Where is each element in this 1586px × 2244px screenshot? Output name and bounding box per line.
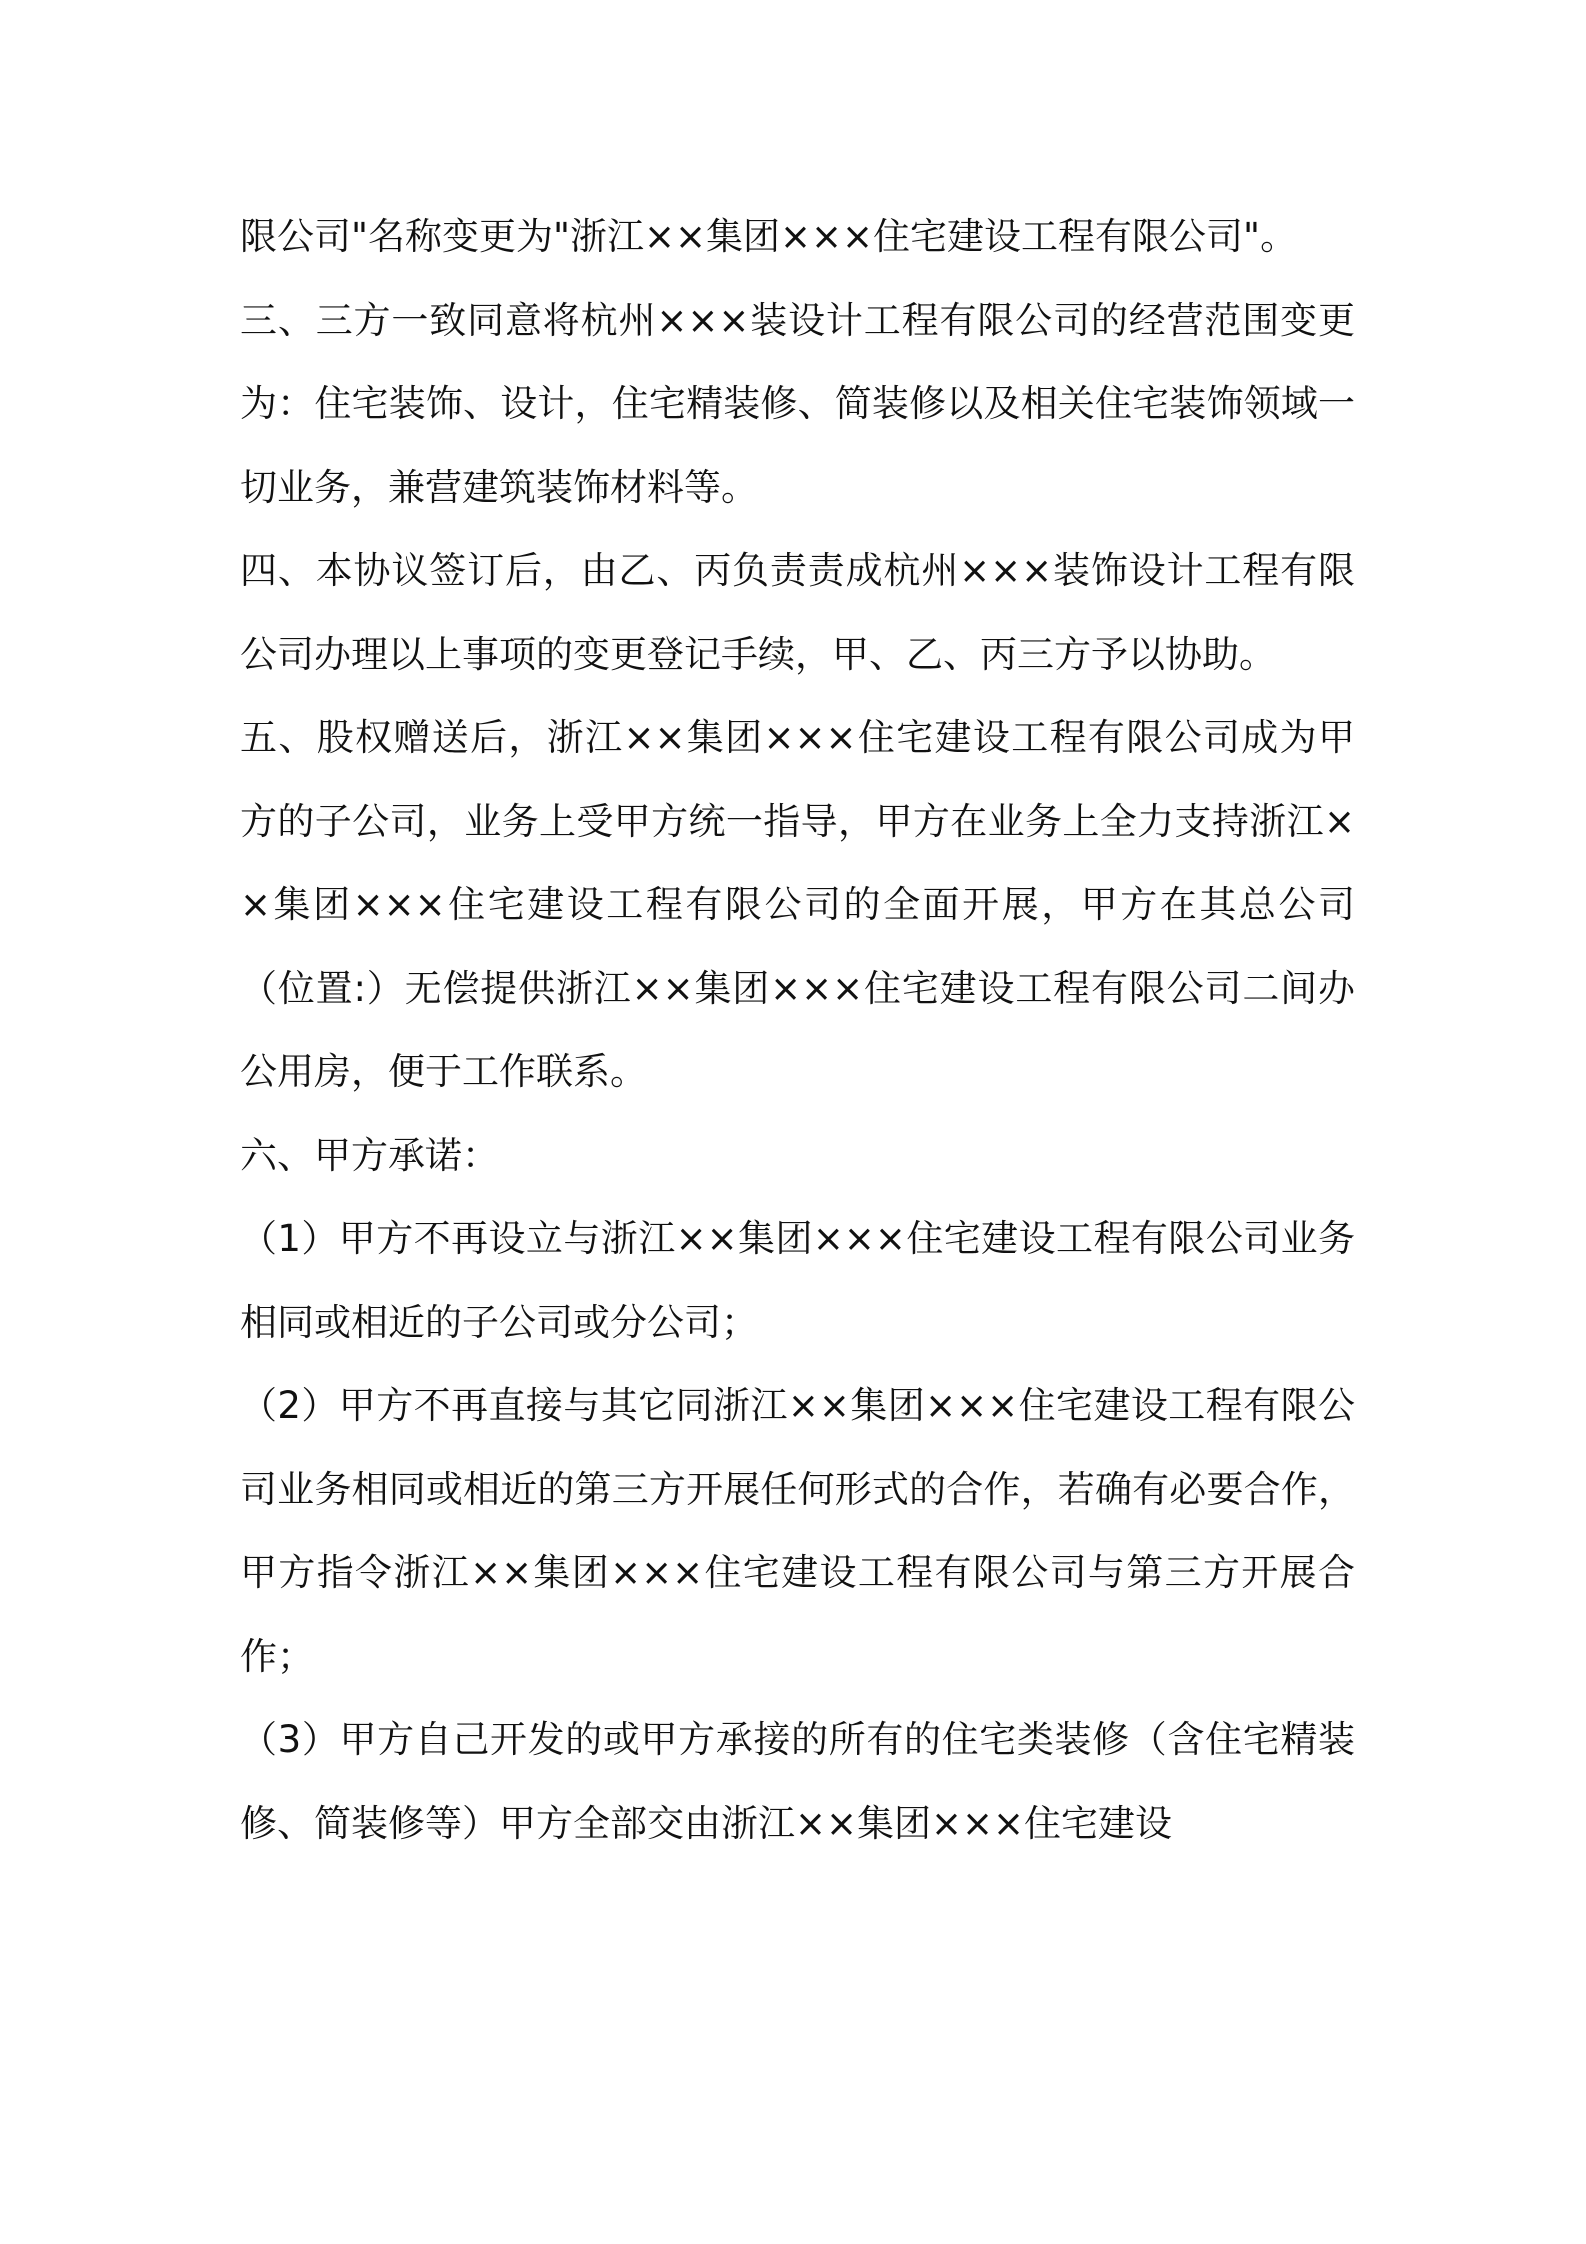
paragraph-commitment-3: （3）甲方自己开发的或甲方承接的所有的住宅类装修（含住宅精装修、简装修等）甲方全部交由浙江××集团×××住宅建设: [240, 1718, 1355, 1845]
paragraph-commitment-2: （2）甲方不再直接与其它同浙江××集团×××住宅建设工程有限公司业务相同或相近的第三方开展任何形式的合作，若确有必要合作，甲方指令浙江××集团×××住宅建设工程有限公司与第三方开展合作；: [240, 1384, 1355, 1678]
paragraph-clause-four: 四、本协议签订后，由乙、丙负责责成杭州×××装饰设计工程有限公司办理以上事项的变更登记手续，甲、乙、丙三方予以协助。: [240, 549, 1355, 676]
paragraph-company-name-change: 限公司"名称变更为"浙江××集团×××住宅建设工程有限公司"。: [240, 215, 1298, 258]
paragraph-clause-three: 三、三方一致同意将杭州×××装设计工程有限公司的经营范围变更为：住宅装饰、设计，住宅精装修、简装修以及相关住宅装饰领域一切业务，兼营建筑装饰材料等。: [240, 298, 1355, 509]
paragraph-clause-five: 五、股权赠送后，浙江××集团×××住宅建设工程有限公司成为甲方的子公司，业务上受甲方统一指导，甲方在业务上全力支持浙江××集团×××住宅建设工程有限公司的全面开展，甲方在其总公司（位置:）无偿提供浙江××集团×××住宅建设工程有限公司二间办公用房，便于工作联系。: [240, 716, 1355, 1093]
document-body: [240, 195, 1355, 1865]
paragraph-commitment-1: （1）甲方不再设立与浙江××集团×××住宅建设工程有限公司业务相同或相近的子公司或分公司；: [240, 1217, 1355, 1344]
paragraph-clause-six-heading: 六、甲方承诺：: [240, 1133, 499, 1177]
